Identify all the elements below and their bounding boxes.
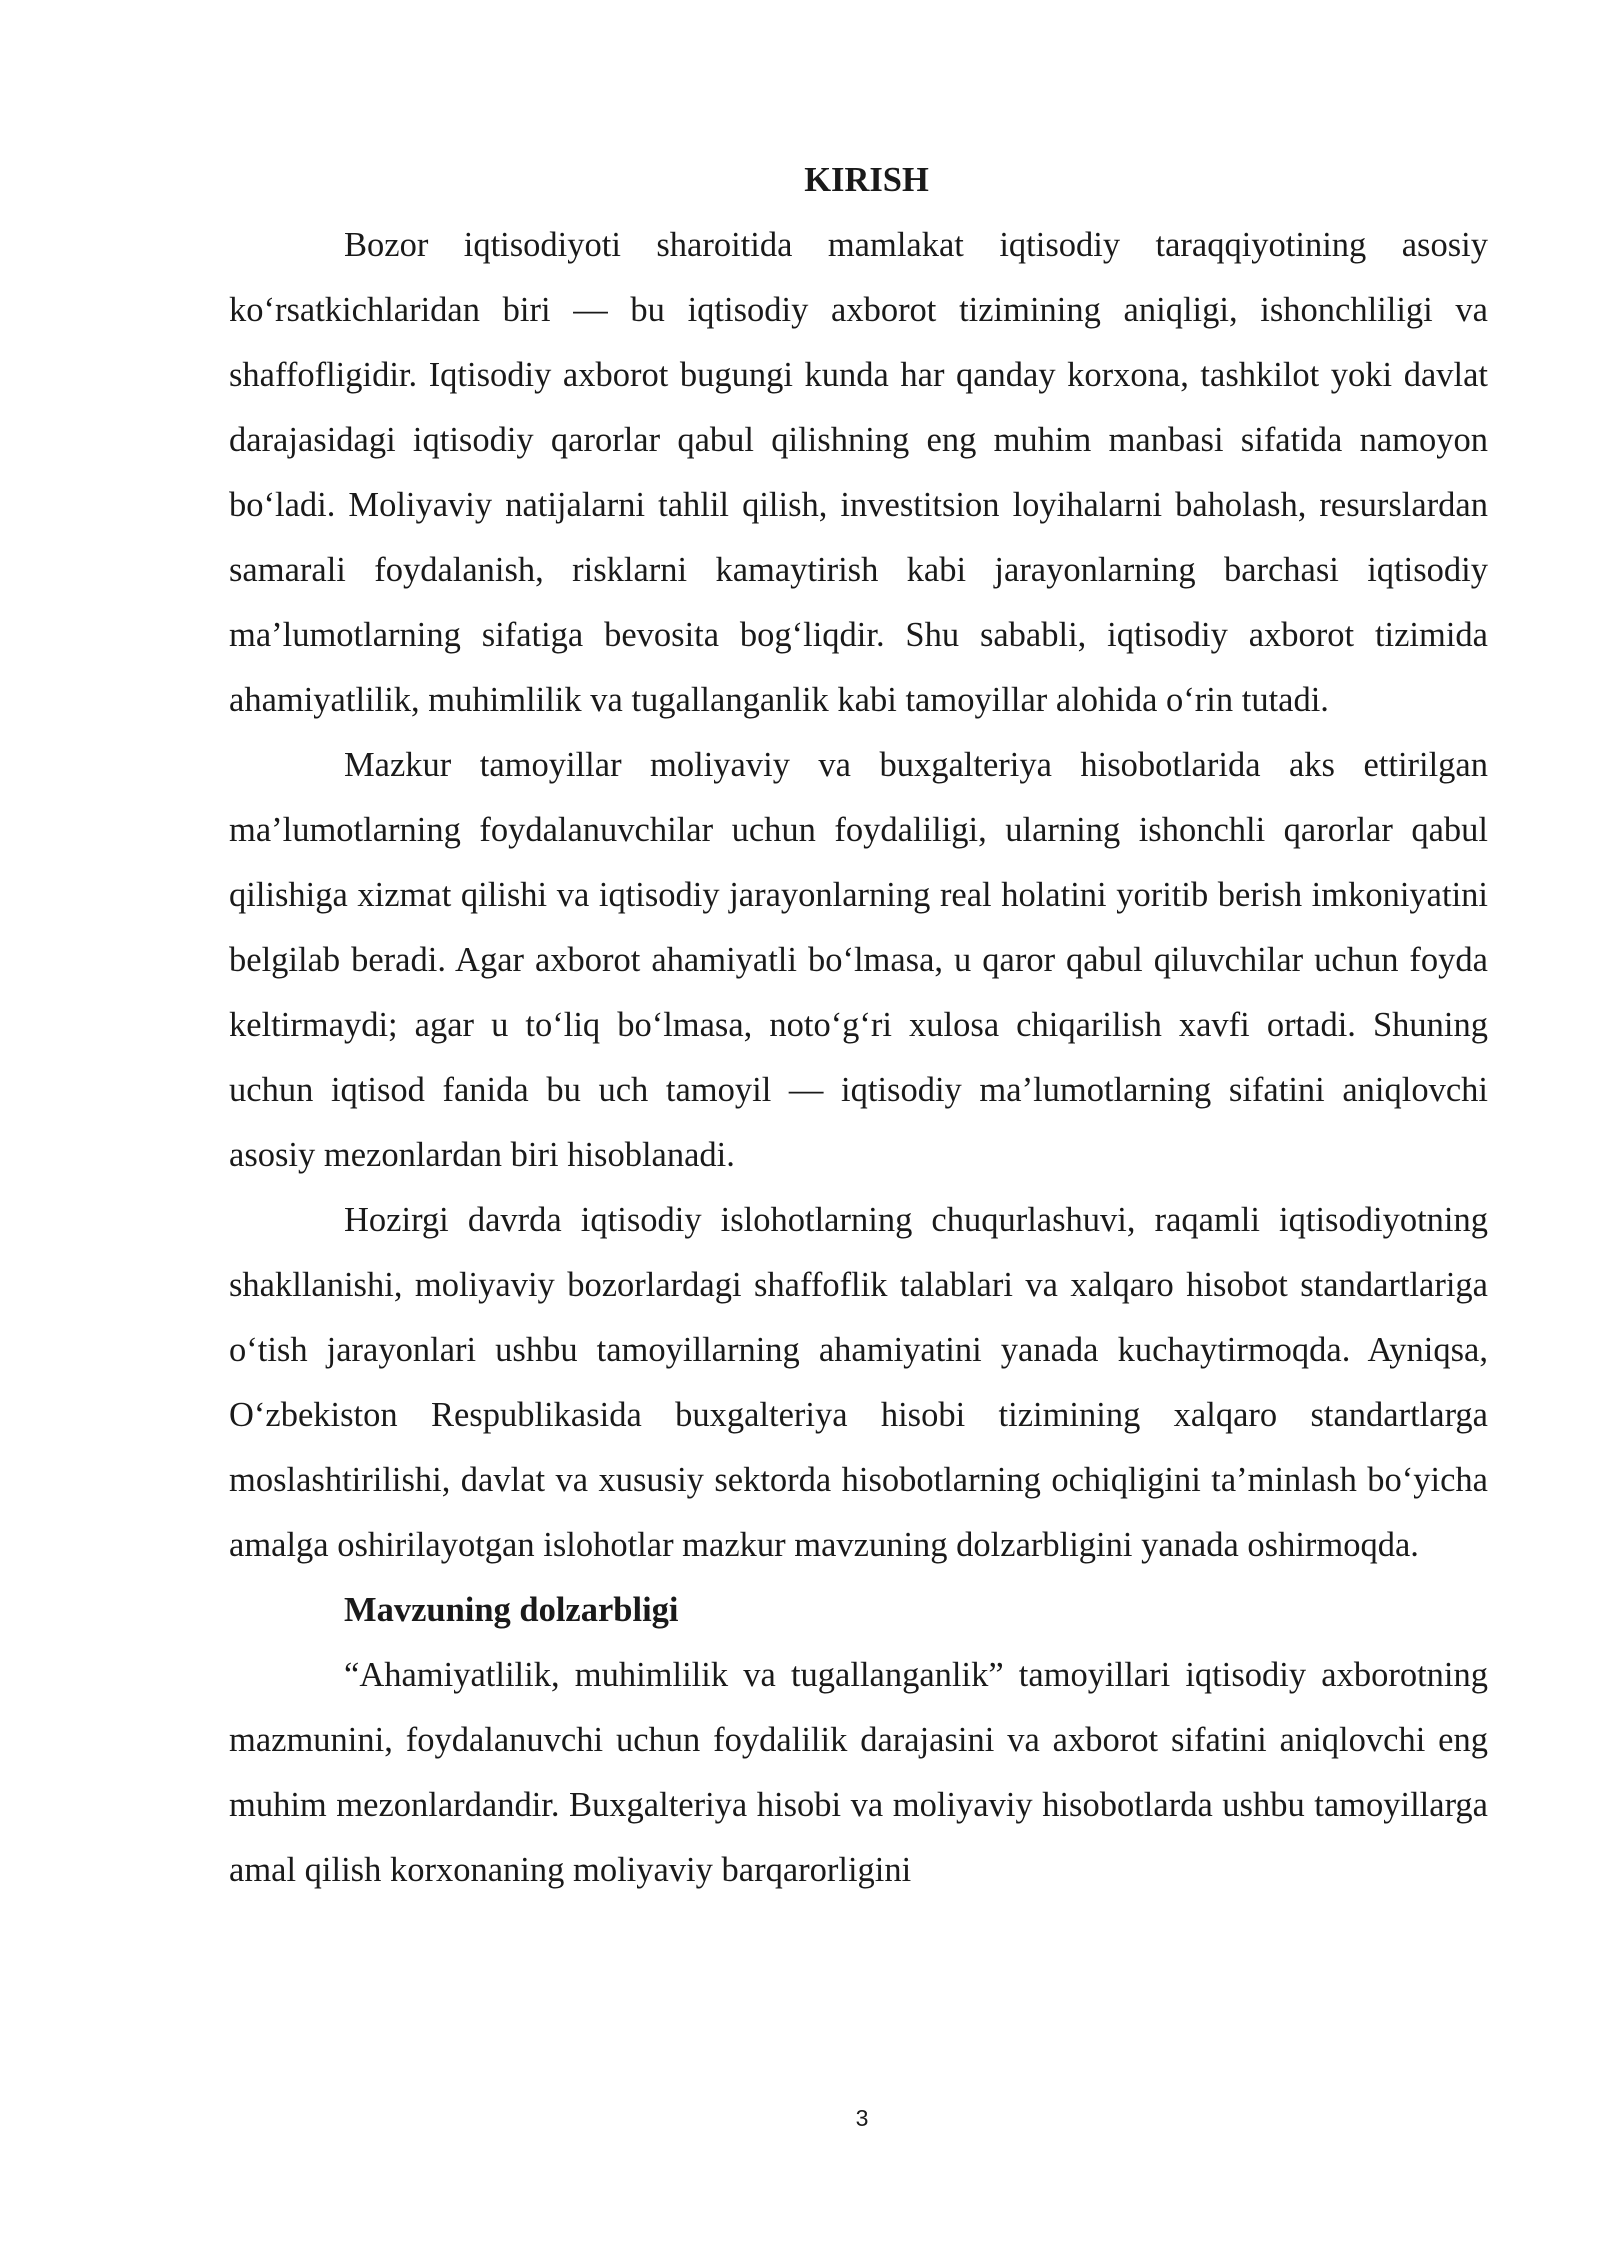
page-title: KIRISH <box>804 161 929 199</box>
section-heading: Mavzuning dolzarbligi <box>344 1591 679 1629</box>
page-number: 3 <box>855 2105 869 2131</box>
paragraph-3: Hozirgi davrda iqtisodiy islohotlarning chuqurlashuvi, raqamli iqtisodiyotning shakllanishi, moliyaviy bozorlardagi shaffoflik talablari va xalqaro hisobot standartlariga o‘tish jarayonlari ushbu tamoyillarning ahamiyatini yanada kuchaytirmoqda. Ayniqsa, O‘zbekiston Respublikasida buxgalteriya hisobi tizimining xalqaro standartlarga moslashtirilishi, davlat va xususiy sektorda hisobotlarning ochiqligini ta’minlash bo‘yicha amalga oshirilayotgan islohotlar mazkur mavzuning dolzarbligini yanada oshirmoqda. <box>229 1201 1488 1564</box>
paragraph-4: “Ahamiyatlilik, muhimlilik va tugallanganlik” tamoyillari iqtisodiy axborotning mazmunini, foydalanuvchi uchun foydalilik darajasini va axborot sifatini aniqlovchi eng muhim mezonlardandir. Buxgalteriya hisobi va moliyaviy hisobotlarda ushbu tamoyillarga amal qilish korxonaning moliyaviy barqarorligini <box>229 1656 1488 1889</box>
paragraph-1: Bozor iqtisodiyoti sharoitida mamlakat iqtisodiy taraqqiyotining asosiy ko‘rsatkichlaridan biri — bu iqtisodiy axborot tizimining aniqligi, ishonchliligi va shaffofligidir. Iqtisodiy axborot bugungi kunda har qanday korxona, tashkilot yoki davlat darajasidagi iqtisodiy qarorlar qabul qilishning eng muhim manbasi sifatida namoyon bo‘ladi. Moliyaviy natijalarni tahlil qilish, investitsion loyihalarni baholash, resurslardan samarali foydalanish, risklarni kamaytirish kabi jarayonlarning barchasi iqtisodiy ma’lumotlarning sifatiga bevosita bog‘liqdir. Shu sababli, iqtisodiy axborot tizimida ahamiyatlilik, muhimlilik va tugallanganlik kabi tamoyillar alohida o‘rin tutadi. <box>229 226 1488 719</box>
paragraph-2: Mazkur tamoyillar moliyaviy va buxgalteriya hisobotlarida aks ettirilgan ma’lumotlarning foydalanuvchilar uchun foydaliligi, ularning ishonchli qarorlar qabul qilishiga xizmat qilishi va iqtisodiy jarayonlarning real holatini yoritib berish imkoniyatini belgilab beradi. Agar axborot ahamiyatli bo‘lmasa, u qaror qabul qiluvchilar uchun foyda keltirmaydi; agar u to‘liq bo‘lmasa, noto‘g‘ri xulosa chiqarilish xavfi ortadi. Shuning uchun iqtisod fanida bu uch tamoyil — iqtisodiy ma’lumotlarning sifatini aniqlovchi asosiy mezonlardan biri hisoblanadi. <box>229 746 1488 1174</box>
document-body <box>229 148 1488 1903</box>
